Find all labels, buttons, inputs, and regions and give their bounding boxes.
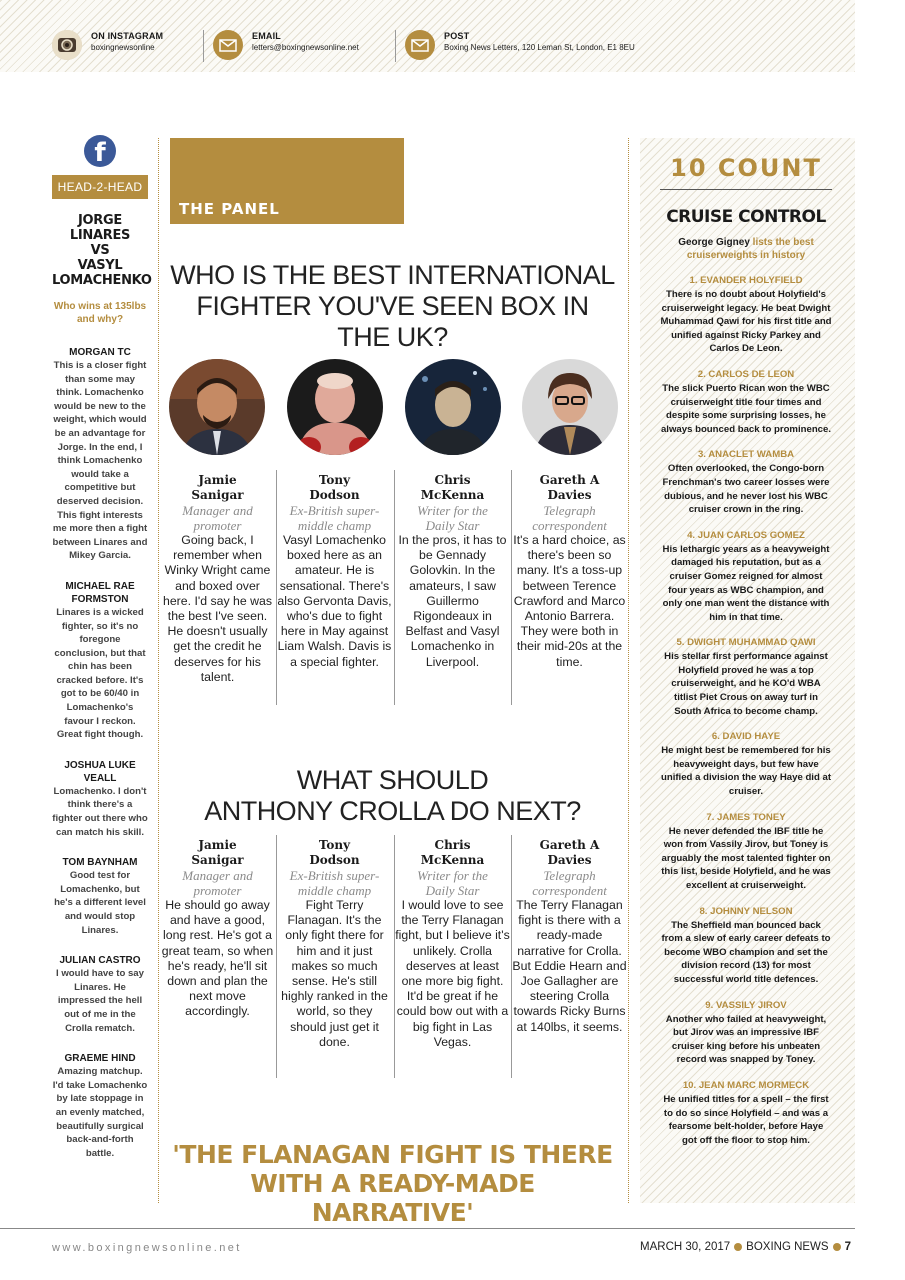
ranking-head: 1. EVANDER HOLYFIELD [689,275,803,286]
ranking-text: The slick Puerto Rican won the WBC cruiserweight title four times and despite some surprising losses, he always bounced back to prominence. [660,382,832,435]
ranking-text: His stellar first performance against Holyfield proved he was a top cruiserweight, and he KO'd WBA titlist Piet Crous on away turf in South Africa to become champ. [664,651,828,717]
avatar-jamie-sanigar [169,359,265,455]
avatar-tony-dodson [287,359,383,455]
panelist-answer-q2 [160,838,275,1020]
panelist-answer-text: Vasyl Lomachenko boxed here as an amateur. He is sensational. There's also Gervonta Davis, who's due to fight here in May against Liam Walsh. Davis is a special fighter. [277,533,392,669]
panel-label: THE PANEL [179,200,280,218]
page-footer [640,1241,851,1253]
ranking-item [660,637,832,718]
reader-response [52,580,148,742]
question-two-heading [170,765,615,827]
ranking-head: 7. JAMES TONEY [706,811,786,823]
ranking-text: There is no doubt about Holyfield's cruiserweight legacy. He beat Dwight Muhammad Qawi for his first title and unified against Ricky Parkey and Carlos De Leon. [660,289,832,355]
reader-text: Lomachenko. I don't think there's a fighter out there who can match his skill. [52,785,148,838]
column-rule [276,835,277,1078]
panelist-answer-q1 [160,473,275,685]
panelist-role: Ex-British super- middle champ [289,868,380,898]
email-title: EMAIL [252,31,281,41]
ranking-head: 10. JEAN MARC MORMECK [682,1079,810,1091]
panelist-name: Tony Dodson [309,838,360,867]
website-url[interactable]: www.boxingnewsonline.net [52,1242,242,1254]
reader-text: I would have to say Linares. He impressed the hell out of me in the Crolla rematch. [56,968,144,1034]
ranking-text: He might best be remembered for his heavyweight days, but few have unified a division the way Haye did at cruiser. [660,745,832,798]
instagram-contact[interactable] [52,30,163,60]
pull-quote-line: WITH A READY-MADE NARRATIVE' [250,1169,535,1227]
avatar-gareth-a-davies [522,359,618,455]
instagram-handle[interactable]: boxingnewsonline [91,43,155,52]
panelist-role: Manager and promoter [182,503,253,533]
column-rule [511,835,512,1078]
ranking-head: 2. CARLOS DE LEON [697,368,795,380]
ranking-item [660,1000,832,1067]
envelope-icon [213,30,243,60]
panelist-answer-q2 [395,838,510,1050]
panelist-answer-text: Going back, I remember when Winky Wright came and boxed over here. I'd say he was the best I've seen. He doesn't usually get the credit he deserves for his talent. [163,533,272,684]
avatar-chris-mckenna [405,359,501,455]
ranking-head: 9. VASSILY JIROV [705,999,787,1011]
question-one-line: FIGHTER YOU'VE SEEN BOX IN THE UK? [196,291,589,352]
head-2-head-question: Who wins at 135lbs and why? [53,301,147,325]
fighter-b-last: LOMACHENKO [52,273,152,288]
ranking-item [660,812,832,893]
column-rule [394,470,395,705]
ten-count-kicker: 10 COUNT [660,152,832,190]
reader-name: TOM BAYNHAM [62,857,138,869]
fighter-b-first: VASYL [77,258,123,273]
reader-text: Linares is a wicked fighter, so it's no foregone conclusion, but that chin has been cracked before. It's got to be 60/40 in Lomachenko's favour I reckon. Great fight though. [54,606,146,741]
ten-count-column [660,152,832,1147]
bullet-dot [833,1243,841,1251]
panelist-name: Jamie Sanigar [191,473,244,502]
ranking-text: The Sheffield man bounced back from a slew of early career defeats to become WBO champion and set the division record (13) for most successful world title defences. [661,919,831,985]
matchup-title [52,213,152,288]
panelist-answer-text: He should go away and have a good, long rest. He's got a great team, so when he's ready, he'll sit down and plan the next move accordingly. [161,898,274,1019]
question-one-heading [170,260,615,353]
ranking-item [660,275,832,356]
versus: VS [90,243,110,258]
ranking-text: Often overlooked, the Congo-born Frenchman's two career losses were dubious, and he never lost his WBC cruiser crown in the ring. [662,463,830,516]
panelist-role: Ex-British super- middle champ [289,503,380,533]
panelist-answer-q1 [512,473,627,670]
question-two-line: WHAT SHOULD [296,765,489,795]
panelist-name: Gareth A Davies [539,473,600,502]
panelist-role: Writer for the Daily Star [417,868,488,898]
column-divider [628,138,629,1203]
post-contact [405,30,635,60]
ten-count-title: CRUISE CONTROL [666,207,826,227]
ranking-head: 3. ANACLET WAMBA [697,449,795,461]
email-address[interactable]: letters@boxingnewsonline.net [252,43,359,52]
column-divider [158,138,159,1203]
ranking-item [660,449,832,516]
fighter-a-last: LINARES [69,228,131,243]
question-two-line: ANTHONY CROLLA DO NEXT? [204,796,581,826]
issue-date: MARCH 30, 2017 [640,1241,731,1253]
contact-bar [0,0,855,72]
envelope-icon [405,30,435,60]
head-2-head-badge: HEAD-2-HEAD [52,175,148,199]
panelist-role: Telegraph correspondent [532,868,607,898]
reader-text: Amazing matchup. I'd take Lomachenko by late stoppage in an evenly matched, beautifully surgical back-and-forth battle. [52,1066,148,1159]
panelist-answer-text: The Terry Flanagan fight is there with a ready-made narrative for Crolla. But Eddie Hearn and Joe Gallagher are steering Crolla towards Ricky Burns at 140lbs, it seems. [512,898,627,1034]
panelist-answer-text: Fight Terry Flanagan. It's the only fight there for him and it just makes so much sense. He's still highly ranked in the world, so they should just get it done. [281,898,388,1049]
reader-name: JULIAN CASTRO [59,955,141,967]
panelist-name: Jamie Sanigar [191,838,244,867]
bullet-dot [734,1243,742,1251]
facebook-glyph: f [94,138,106,167]
question-one-line: WHO IS THE BEST INTERNATIONAL [170,260,615,290]
panelist-name: Gareth A Davies [539,838,600,867]
panelist-answer-q1 [395,473,510,670]
panelist-answer-q2 [512,838,627,1035]
email-contact[interactable] [213,30,359,60]
ten-count-byline [660,237,832,262]
facebook-icon[interactable] [84,135,116,167]
fighter-a-first: JORGE [78,213,122,228]
reader-response [52,346,148,563]
panelist-role: Manager and promoter [182,868,253,898]
reader-response [52,1052,148,1160]
ranking-text: Another who failed at heavyweight, but Jirov was an impressive IBF cruiser king before his unbeaten record was snapped by Toney. [665,1013,827,1066]
post-address: Boxing News Letters, 120 Leman St, London, E1 8EU [444,43,635,52]
divider [395,30,396,62]
reader-text: This is a closer fight than some may think. Lomachenko would be new to the weight, which would be an advantage for Jorge. In the end, I think Lomachenko would take a competitive but deserved decision. This fight interests me more then a fight between Linares and Mikey Garcia. [52,360,148,562]
ranking-head: 5. DWIGHT MUHAMMAD QAWI [676,637,816,649]
instagram-title: ON INSTAGRAM [91,31,164,41]
panelist-answer-text: I would love to see the Terry Flanagan fight, but I believe it's unlikely. Crolla deserves at least one more big fight. It'd be great if he could bow out with a big fight in Las Vegas. [395,898,510,1049]
panelist-answer-q1 [277,473,392,670]
reader-name: MICHAEL RAE FORMSTON [65,580,135,605]
panelist-role: Writer for the Daily Star [417,503,488,533]
column-rule [394,835,395,1078]
panelist-answer-text: It's a hard choice, as there's been so many. It's a toss-up between Terence Crawford and Marco Antonio Barrera. They were both in their mid-20s at the time. [513,533,626,669]
panelist-answer-text: In the pros, it has to be Gennady Golovkin. In the amateurs, I saw Guillermo Rigondeaux in Belfast and Vasyl Lomachenko in Liverpool. [398,533,507,669]
reader-name: JOSHUA LUKE VEALL [64,759,136,784]
post-title: POST [444,31,470,41]
pull-quote [170,1140,615,1227]
author-name: George Gigney [678,237,750,248]
reader-text: Good test for Lomachenko, but he's a different level and would stop Linares. [54,870,146,936]
ranking-head: 4. JUAN CARLOS GOMEZ [687,529,805,541]
reader-response [52,856,148,937]
head-2-head-column [52,135,152,1177]
panelist-answer-q2 [277,838,392,1050]
ranking-item [660,1080,832,1147]
reader-response [52,954,148,1035]
publication-name: BOXING NEWS [746,1241,829,1253]
column-rule [511,470,512,705]
column-rule [276,470,277,705]
ranking-text: He unified titles for a spell – the first to do so since Holyfield – and was a fearsome belt-holder, before Haye got off the floor to stop him. [663,1093,829,1146]
pull-quote-line: 'THE FLANAGAN FIGHT IS THERE [172,1140,613,1169]
ranking-item [660,731,832,798]
panelist-name: Chris McKenna [420,473,485,502]
ranking-item [660,906,832,987]
panelist-name: Chris McKenna [420,838,485,867]
reader-name: MORGAN TC [69,347,131,358]
ranking-head: 6. DAVID HAYE [711,731,781,743]
instagram-icon [52,30,82,60]
divider [203,30,204,62]
ranking-item [660,369,832,436]
ranking-head: 8. JOHNNY NELSON [699,905,793,917]
page-number: 7 [844,1241,851,1253]
ranking-item [660,530,832,625]
byline-text: lists the best cruiserweights in history [686,237,814,261]
ranking-text: He never defended the IBF title he won from Vassily Jirov, but Toney is arguably the most talented fighter on this list, beside Holyfield, and he was excellent at cruiserweight. [661,825,831,891]
ranking-text: His lethargic years as a heavyweight damaged his reputation, but as a cruiser Gomez reigned for almost four years as WBC champion, and only one man went the distance with him in that time. [662,543,830,623]
panelist-role: Telegraph correspondent [532,503,607,533]
panelist-name: Tony Dodson [309,473,360,502]
reader-name: GRAEME HIND [64,1053,136,1065]
panel-label-box [170,138,404,224]
footer-rule [0,1228,855,1229]
reader-response [52,759,148,839]
